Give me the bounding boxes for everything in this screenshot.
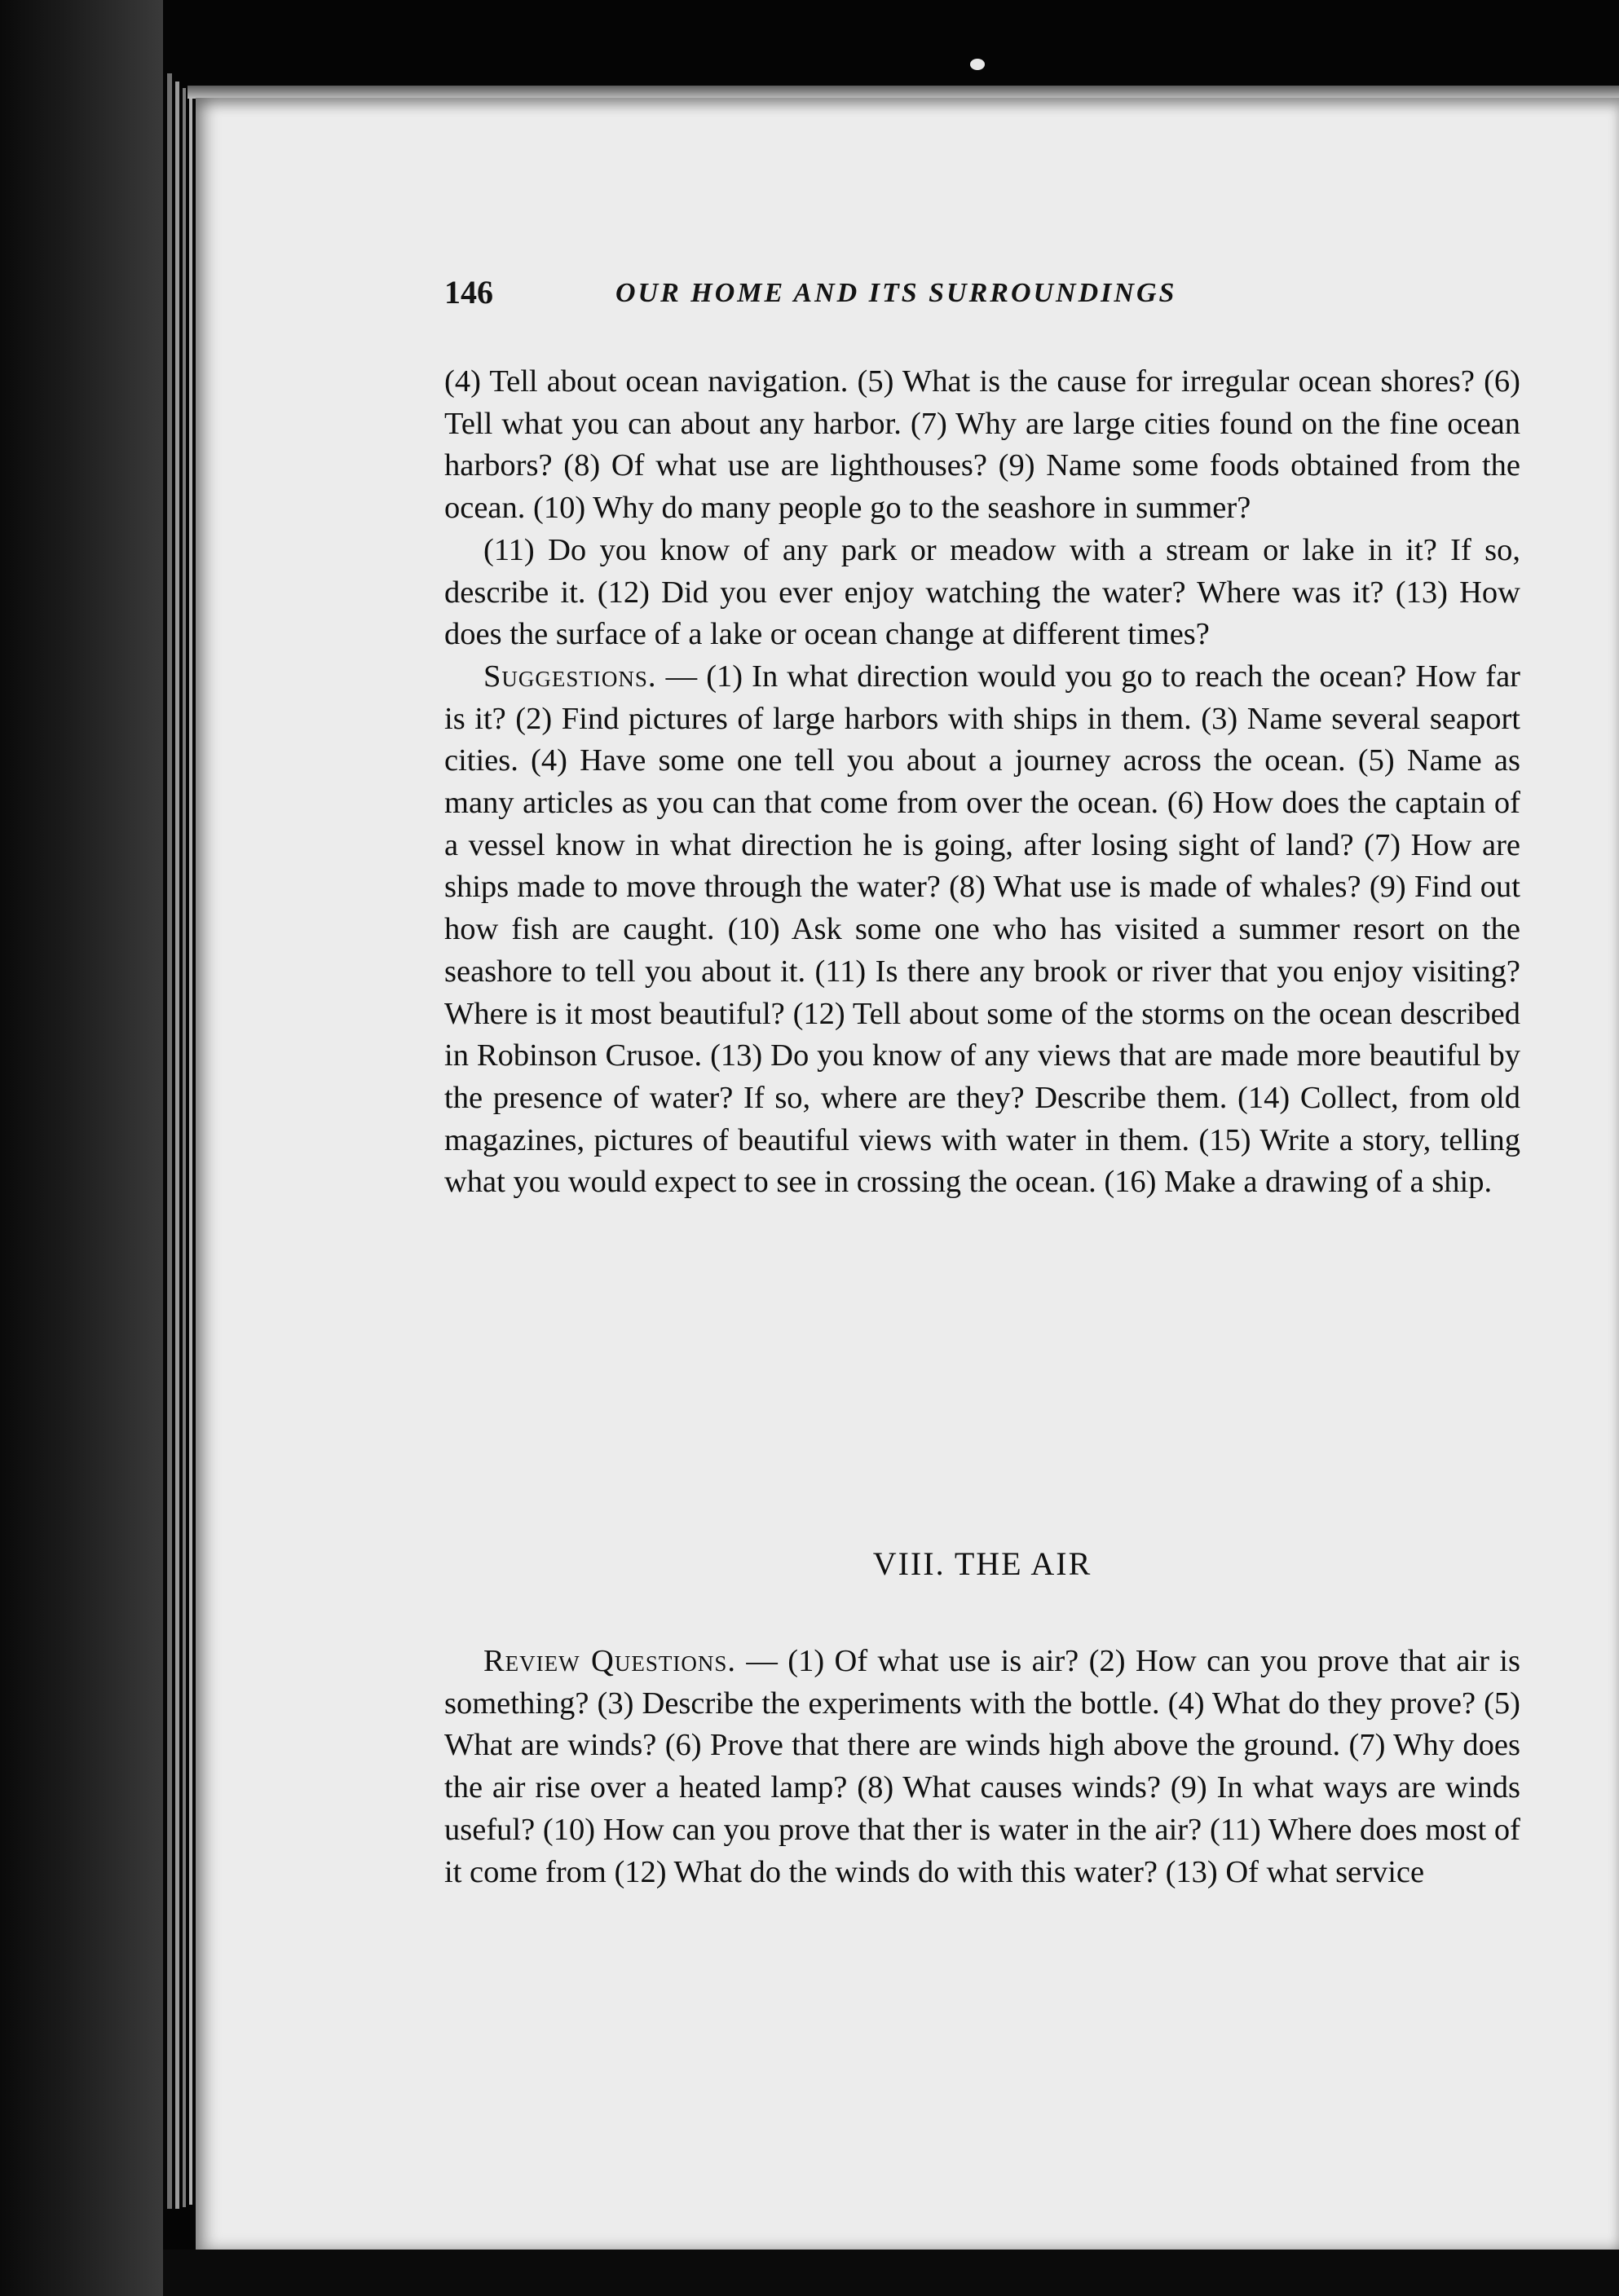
- page-edge: [189, 94, 192, 2205]
- page-edge: [167, 73, 172, 2209]
- paragraph: (11) Do you know of any park or meadow with a stream or lake in it? If so, describe it. (12) Did you ever enjoy watching the water? Where was it? (13) How does the surface of a lake or ocean change at different times?: [444, 532, 1520, 652]
- body-text: [444, 361, 1520, 1204]
- page-bottom-edge: [163, 2250, 1619, 2296]
- review-questions-paragraph: [444, 1641, 1520, 1893]
- paragraph-text: — (1) Of what use is air? (2) How can you prove that air is something? (3) Describe the experiments with the bottle. (4) What do they prove? (5) What are winds? (6) Prove that there are winds high above the ground. (7) Why does the air rise over a heated lamp? (8) What causes winds? (9) In what ways are winds useful? (10) How can you prove that ther is water in the air? (11) Where does most of it come from (12) What do the winds do with this water? (13) Of what service: [444, 1644, 1520, 1889]
- page-top-edge: [187, 86, 1619, 99]
- section-body-text: [444, 1641, 1520, 1893]
- running-head: OUR HOME AND ITS SURROUNDINGS: [615, 278, 1177, 308]
- scan-speck: [970, 59, 985, 70]
- paragraph-text: — (1) In what direction would you go to reach the ocean? How far is it? (2) Find pictures of large harbors with ships in them. (3) Name several seaport cities. (4) Have some one tell you about a journey across the ocean. (5) Name as many articles as you can that come from over the ocean. (6) How does the captain of a vessel know in what direction he is going, after losing sight of land? (7) How are ships made to move through the water? (8) What use is made of whales? (9) Find out how fish are caught. (10) Ask some one who has visited a summer resort on the seashore to tell you about it. (11) Is there any brook or river that you enjoy visiting? Where is it most beautiful? (12) Tell about some of the storms on the ocean described in Robinson Crusoe. (13) Do you know of any views that are made more beautiful by the presence of water? If so, where are they? Describe them. (14) Collect, from old magazines, pictures of beautiful views with water in them. (15) Write a story, telling what you would expect to see in crossing the ocean. (16) Make a drawing of a ship.: [444, 659, 1520, 1200]
- paragraph-lead: Suggestions.: [483, 659, 657, 694]
- paragraph: (4) Tell about ocean navigation. (5) What is the cause for irregular ocean shores? (6) Tell what you can about any harbor. (7) Why are large cities found on the fine ocean harbors? (8) Of what use are lighthouses? (9) Name some foods obtained from the ocean. (10) Why do many people go to the seashore in summer?: [444, 364, 1520, 526]
- page-edge: [175, 82, 179, 2209]
- book-binding: [0, 0, 163, 2296]
- page-edge: [183, 88, 186, 2207]
- suggestions-paragraph: [444, 656, 1520, 1204]
- page-header: [444, 273, 1357, 322]
- section-title: VIII. THE AIR: [872, 1545, 1092, 1582]
- paragraph-lead: Review Questions.: [483, 1644, 736, 1678]
- page-number: 146: [444, 274, 493, 311]
